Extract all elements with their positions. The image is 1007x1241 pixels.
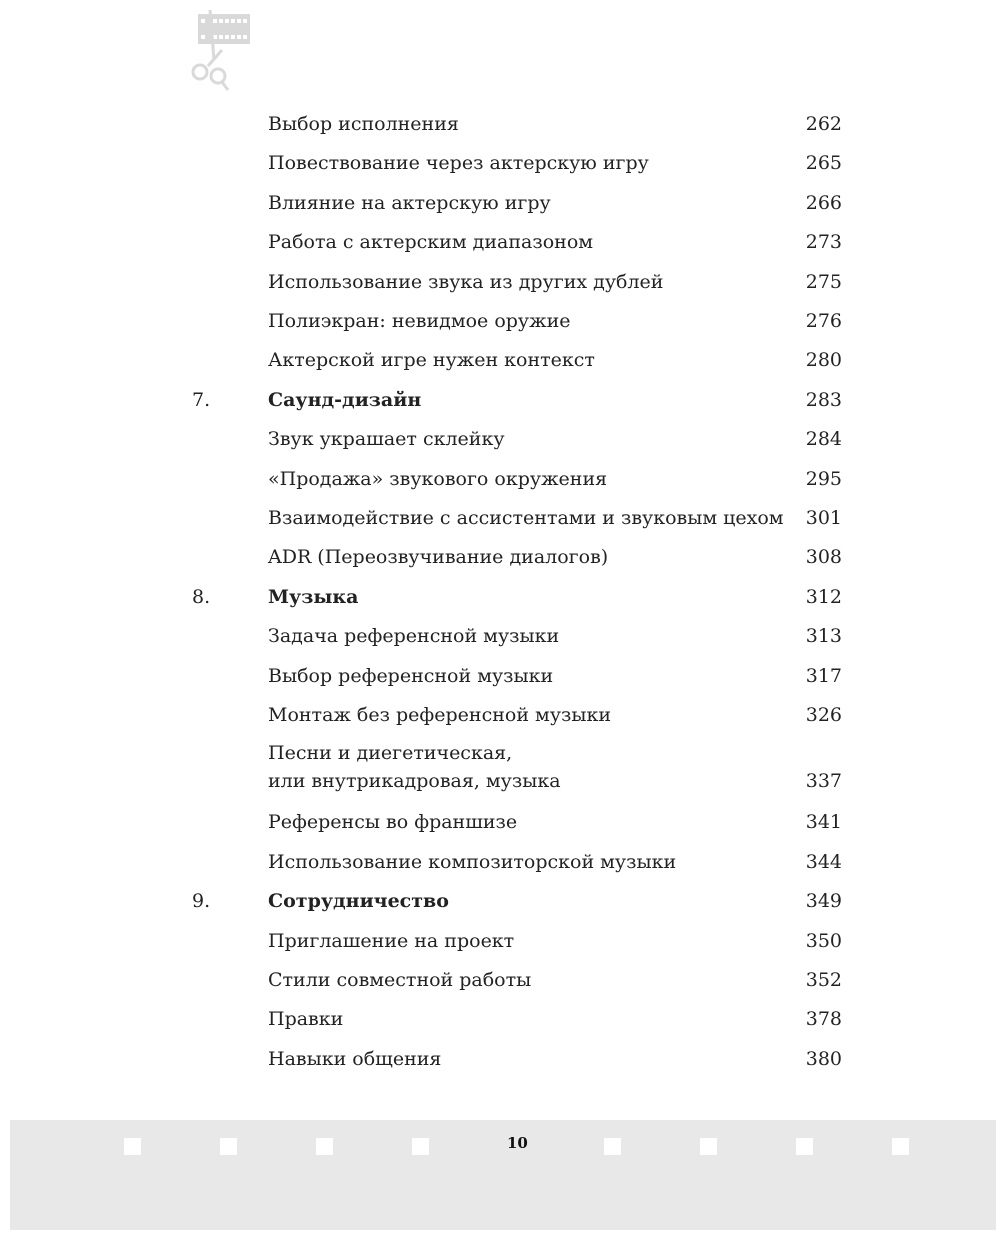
entry-page: 344 <box>805 850 842 873</box>
entry-page: 262 <box>805 113 842 135</box>
toc-entry[interactable] <box>0 424 1007 454</box>
entry-title: ADR (Переозвучивание диалогов) <box>268 546 609 569</box>
entry-title: Музыка <box>268 585 359 608</box>
film-perforation <box>796 1138 813 1155</box>
entry-page: 266 <box>805 191 842 214</box>
entry-page: 378 <box>805 1008 842 1031</box>
toc-entry[interactable] <box>0 345 1007 375</box>
entry-page: 350 <box>805 929 842 952</box>
entry-title: Звук украшает склейку <box>268 428 505 451</box>
film-perforation <box>892 1138 909 1155</box>
entry-title: Взаимодействие с ассистентами и звуковым цехом <box>268 507 784 529</box>
entry-title: Приглашение на проект <box>268 929 515 952</box>
entry-title: Работа с актерским диапазоном <box>268 231 594 254</box>
entry-title: Повествование через актерскую игру <box>268 152 649 175</box>
entry-page: 341 <box>805 811 842 834</box>
page-number: 10 <box>507 1134 528 1152</box>
film-scissors-icon <box>188 10 252 92</box>
entry-title: Задача референсной музыки <box>268 625 560 648</box>
entry-page: 283 <box>805 388 842 411</box>
entry-page: 284 <box>805 428 842 451</box>
entry-page: 337 <box>805 770 842 793</box>
page-footer <box>10 1120 996 1230</box>
film-perforation <box>412 1138 429 1155</box>
entry-title: Полиэкран: невидмое оружие <box>268 310 571 332</box>
toc-entry[interactable] <box>0 148 1007 178</box>
entry-title: Влияние на актерскую игру <box>268 191 551 214</box>
toc-entry[interactable] <box>0 464 1007 494</box>
entry-title: Референсы во франшизе <box>268 811 518 834</box>
entry-title: «Продажа» звукового окружения <box>268 467 608 490</box>
toc-entry[interactable] <box>0 847 1007 877</box>
toc-entry[interactable] <box>0 700 1007 730</box>
entry-page: 301 <box>805 507 842 529</box>
entry-title: Актерской игре нужен контекст <box>268 349 595 372</box>
entry-page: 313 <box>805 625 842 648</box>
toc-chapter[interactable] <box>0 385 1007 415</box>
toc-entry[interactable] <box>0 306 1007 336</box>
toc-entry[interactable] <box>0 739 1007 795</box>
entry-page: 308 <box>805 546 842 569</box>
entry-page: 280 <box>805 349 842 372</box>
entry-page: 275 <box>805 270 842 293</box>
toc-entry[interactable] <box>0 542 1007 572</box>
entry-title: Выбор референсной музыки <box>268 664 554 687</box>
film-perforation <box>220 1138 237 1155</box>
entry-page: 352 <box>805 969 842 991</box>
entry-title: Сотрудничество <box>268 890 449 913</box>
entry-title: Выбор исполнения <box>268 113 459 135</box>
toc-entry[interactable] <box>0 109 1007 139</box>
film-perforation <box>316 1138 333 1155</box>
entry-page: 349 <box>805 890 842 913</box>
entry-page: 295 <box>805 467 842 490</box>
toc-entry[interactable] <box>0 926 1007 956</box>
toc-entry[interactable] <box>0 267 1007 297</box>
entry-title: Стили совместной работы <box>268 969 532 991</box>
toc-entry[interactable] <box>0 1044 1007 1074</box>
toc-chapter[interactable] <box>0 886 1007 916</box>
toc-entry[interactable] <box>0 227 1007 257</box>
toc-entry[interactable] <box>0 188 1007 218</box>
entry-page: 317 <box>805 664 842 687</box>
film-perforation <box>124 1138 141 1155</box>
toc-entry[interactable] <box>0 503 1007 533</box>
entry-title-line2: или внутрикадровая, музыка <box>268 770 561 793</box>
toc-entry[interactable] <box>0 621 1007 651</box>
entry-page: 265 <box>805 152 842 175</box>
entry-page: 312 <box>805 585 842 608</box>
entry-page: 326 <box>805 704 842 726</box>
toc-entry[interactable] <box>0 807 1007 837</box>
entry-title: Навыки общения <box>268 1047 442 1070</box>
entry-title: Использование композиторской музыки <box>268 850 677 873</box>
toc-chapter[interactable] <box>0 582 1007 612</box>
toc-entry[interactable] <box>0 965 1007 995</box>
entry-title: Монтаж без референсной музыки <box>268 704 612 726</box>
film-perforation <box>604 1138 621 1155</box>
toc-entry[interactable] <box>0 661 1007 691</box>
toc-entry[interactable] <box>0 1004 1007 1034</box>
entry-title: Использование звука из других дублей <box>268 270 664 293</box>
entry-page: 273 <box>805 231 842 254</box>
entry-title: Песни и диегетическая, <box>268 742 513 765</box>
film-perforation <box>700 1138 717 1155</box>
entry-title: Саунд-дизайн <box>268 388 422 411</box>
entry-title: Правки <box>268 1008 344 1031</box>
chapter-number: 8. <box>192 585 211 608</box>
chapter-number: 7. <box>192 388 211 411</box>
entry-page: 276 <box>805 310 842 332</box>
entry-page: 380 <box>805 1047 842 1070</box>
chapter-number: 9. <box>192 890 211 913</box>
